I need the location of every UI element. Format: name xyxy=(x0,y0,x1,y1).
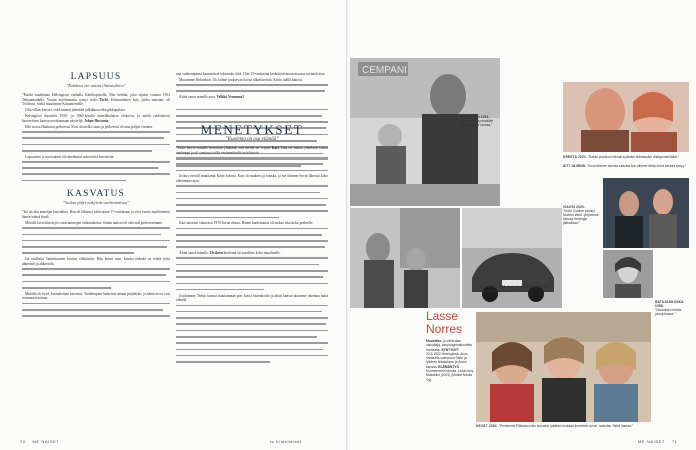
profile-bio: Muusikko, jo vähä-alan vaikuttaja, kaupunginvaltuutettu Vantaalla. SYNTYNYT 22.6.1952 Helsingissä. Asuu Vantaalla vaimonsa Sarin ja tyttären Nikolaksen ja Annin kanssa. ELÄMÄNTYÖ Kuumenneen ideoita. Uusin levy Muistellut (2021) (Mollee Media Oy). xyxy=(426,339,474,382)
text-line xyxy=(22,303,170,308)
text-line xyxy=(176,240,328,245)
caption-2004: KEVÄT 2004. ”Perheenne Riikkaan kiirin suvussa, tyttäreni mukaan ihmettelin Annin, tarkoitan Tatiini kanssa.” xyxy=(476,424,634,428)
text-line xyxy=(176,264,328,269)
page-number-left: 70 xyxy=(20,439,26,444)
text-line xyxy=(22,309,170,314)
text-line xyxy=(22,234,170,239)
text-line xyxy=(176,270,328,275)
website-folio xyxy=(270,439,302,444)
lapsuus-title: LAPSUUS xyxy=(70,72,122,82)
caption-2021: KREETA 2021. ”Rakas puolisoni Nikolai sylissäni elämässäni viisikymmentäikä.” xyxy=(563,155,679,159)
lapsuus-heading xyxy=(22,72,170,89)
menetykset-paragraph: Joskus vieraili muuttanut Karin kotona. Kari oli mukava ja hauska, ja me olimme hyvin läheisiä koko elämämme ajan. xyxy=(176,174,328,183)
photo-1951-boy xyxy=(350,58,500,206)
text-line xyxy=(176,349,328,354)
menetykset-heading xyxy=(176,122,328,142)
photo-mother-child xyxy=(350,208,460,308)
text-line xyxy=(176,355,328,360)
text-line xyxy=(176,198,328,203)
text-line xyxy=(22,144,170,149)
text-line xyxy=(176,210,328,215)
menetykset-subtitle: ”Kuolema on osa elämää” xyxy=(224,137,280,142)
text-line xyxy=(176,192,328,197)
text-line xyxy=(22,131,170,136)
caption-aiti-ja-mina: ÄITI JA MINÄ. ”Kuva tieenee ainesta sadusta kun olimme ääriyi Anna kanssa sretyy.” xyxy=(563,164,687,168)
text-line xyxy=(22,167,170,172)
text-line xyxy=(22,268,170,273)
text-line xyxy=(176,234,328,239)
kasvatus-paragraph: ”Isä oli alta armeijan kasvattina. Hän oli lähtenyt talvisotaan 17-vuotiaana, ja viisi vuotta myöhemmin hänen isänsä kuoli. xyxy=(22,210,170,220)
caption-1958: RATAJANKOSKA 1958. ”Odutuksen kelolla joulujuhlassa.” xyxy=(655,300,684,316)
photo-1956-car xyxy=(462,208,562,308)
menetykset-paragraph: ”Sisko kerroi minulle kerrottiin yhtäkkiä, että meillä on veljeni Kari. Hän oli minua yhdeksän vuotta vanhempi ja oli syntynyt isälle ensimmäiseltä avioliitosta. xyxy=(176,146,328,155)
lapsuus-paragraph: Elin isossa Hautunut perheessä. Koti oli melko suuri ja perheessä oli aina paljon vieraita. xyxy=(25,124,153,129)
photo-2004-family xyxy=(476,312,651,422)
menetykset-paragraph: Kari sairastui vakavasti 1970-luvun alussa. Hänen kuolemansa oli raskas isku koko perheelle. xyxy=(179,221,314,226)
text-line xyxy=(176,157,328,162)
right-folio xyxy=(638,439,677,444)
menetykset-title: MENETYKSET xyxy=(200,122,304,137)
profile-name-first: Lasse xyxy=(426,309,459,323)
caption-1956: HELSINKI 1956. ”Isäni Kosti kanssa oletamme vähempi vuoden aikana.” xyxy=(480,285,550,293)
photo-1958-young-woman xyxy=(603,250,653,298)
text-line xyxy=(176,257,328,262)
text-line xyxy=(22,240,170,245)
text-line xyxy=(22,180,170,185)
kasvatus-paragraph: Isä osallistui Tammisaaren koulun vihkiäisiin. Hän kertoi aina, kuinka tärkeää on tehdä työtä ahkerasti ja ahkeroida. xyxy=(22,257,170,266)
menetykset-column xyxy=(176,146,328,432)
text-line xyxy=(22,246,170,251)
page-number-right: 71 xyxy=(671,439,678,444)
kasvatus-heading xyxy=(22,189,170,206)
text-line xyxy=(22,227,170,232)
text-line xyxy=(22,274,170,279)
lapsuus-subtitle: ”Rohkeus vie uusiin tilaisuuksiin” xyxy=(65,83,127,88)
intro-paragraph: Äitini sanoi minulle aina: Velkkö Vennamo? xyxy=(179,95,245,100)
magazine-name-right: ME NAISET xyxy=(638,439,665,444)
lapsuus-paragraph: ”Puolin maalinnan Helsingissä vanhalla Kätilöopistolla. Elin tiettäni, joka sijaitsi vuonna 1952 Tehtaankadulla. Vuotta myöhemmin syntyi sisko Terhi. Ensimmäinen koti, jonka muistan, oli Töölössä. Sieltä muutimme Kaisaniemelle. xyxy=(22,93,170,107)
left-folio xyxy=(20,439,59,444)
menetykset-paragraph: Äitini sanoi minulle: Elviksen kuolema oli surullista koko maailmalle. xyxy=(179,251,281,256)
caption-1951: HIPHTIKSSI 1951. ”Ansa äsmi Hyvinkäälle puseulle isäni kanssa.” xyxy=(460,115,494,127)
text-line xyxy=(176,317,328,322)
text-line xyxy=(176,361,328,366)
lapsuus-paragraph: Lapsuuteni ja nuoruuteni oli rakentunut uskovaisia kerroksiin. xyxy=(25,154,115,159)
text-line xyxy=(176,185,328,190)
text-line xyxy=(176,276,328,281)
text-line xyxy=(176,330,328,335)
kasvatus-subtitle: ”Sodan jäljet näkyivät vanhemmissa” xyxy=(62,200,130,206)
text-line xyxy=(176,84,328,89)
text-line xyxy=(22,137,170,142)
magazine-name-left: ME NAISET xyxy=(32,439,60,444)
svg-text:CEMPANI: CEMPANI xyxy=(362,65,407,76)
text-line xyxy=(176,283,328,288)
text-line xyxy=(176,109,328,114)
left-page xyxy=(0,0,347,450)
profile-name-last: Norres xyxy=(426,322,463,336)
menetykset-paragraph: Jouduimme Terhin kanssa muuttamaan pois kotoa lastenkotiin ja äitini kanssa aloimme rakentaa uutta elämää. xyxy=(176,293,328,303)
text-line xyxy=(176,311,328,316)
lapsuus-paragraph: Helsingissä ilmastiin 1950- ja 1960-luvulla amerikkalaisia elokuvia, ja meitä ruhkaisevat kavereitteni kanssa nuorkuunaan näytteljä, Johan Hustonia xyxy=(22,114,170,123)
text-line xyxy=(176,228,328,233)
text-line xyxy=(176,115,328,120)
text-line xyxy=(176,342,328,347)
text-line xyxy=(176,163,328,168)
lapsuus-paragraph: Olin vilkas kievari, enkä taianut jäänittää julkikinoa eikä pikkupuksia. xyxy=(25,108,126,113)
text-line xyxy=(22,161,170,166)
text-line xyxy=(176,336,328,341)
kasvatus-title: KASVATUS xyxy=(67,189,125,200)
caption-2020: VIAOSI 2020. ”Kevin Costner esiintyi Modern West -yhtyeensä kanssa Helsingin jäähallissa.” xyxy=(563,205,599,225)
intro-paragraph: mat vanhempansa kannustivat tekemään töitä. Olin 13-vuotiaana kesätöissä muun muassa ravintoloissa. xyxy=(176,72,326,76)
profile-sidebar xyxy=(426,310,474,382)
text-line xyxy=(22,315,170,320)
photo-2020-kevin-costner xyxy=(603,178,689,248)
kasvatus-paragraph: Minulla oli hyvä, kurinalainen kasvatus. Vanhempani halusivat minun pärjäävän, ja nämä arvot ovat seuranneet minua. xyxy=(22,291,170,301)
right-page xyxy=(348,0,696,450)
left-column-1 xyxy=(22,72,170,432)
photo-2021-couple xyxy=(563,82,689,152)
website-url: is.fi/menaiset xyxy=(270,439,302,444)
text-line xyxy=(176,204,328,209)
text-line xyxy=(176,323,328,328)
text-line xyxy=(22,173,170,178)
kasvatus-paragraph: Minulle kerrottiin myös sotavammojen vaikutuksista. Sodan muisto eli vahvasti perheessämme. xyxy=(25,221,163,226)
text-line xyxy=(176,305,328,310)
intro-paragraph: Muutimme Helsinkiin. Oli kolme juoksevaa iloista ulkoilureittiä. Kävin täällä lukiota. xyxy=(179,77,303,82)
text-line xyxy=(22,281,170,286)
